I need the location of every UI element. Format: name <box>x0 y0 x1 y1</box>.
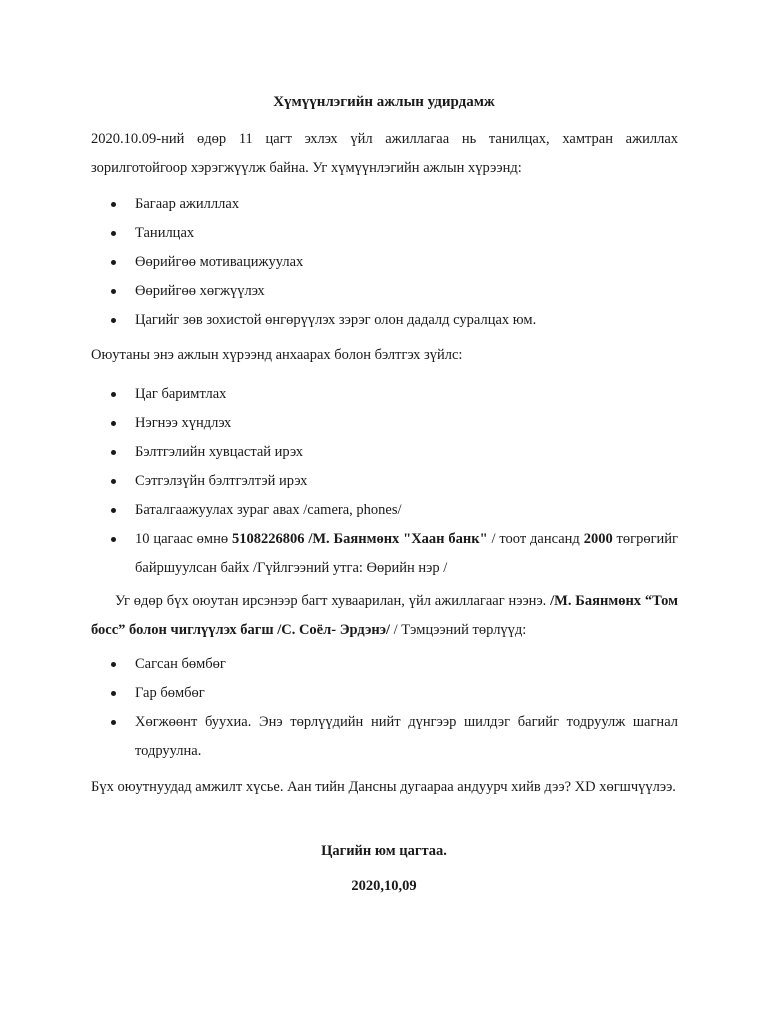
payment-prefix: 10 цагаас өмнө <box>135 531 232 547</box>
goals-list <box>91 190 678 335</box>
list-item: Сэтгэлзүйн бэлтгэлтэй ирэх <box>91 467 678 496</box>
bullet-icon <box>111 231 116 236</box>
motto: Цагийн юм цагтаа. <box>321 843 447 859</box>
bullet-icon <box>111 508 116 513</box>
team-games-label: / Тэмцээний төрлүүд: <box>390 622 527 638</box>
bullet-icon <box>111 662 116 667</box>
bullet-icon <box>111 392 116 397</box>
games-list <box>91 650 678 766</box>
bullet-icon <box>111 289 116 294</box>
list-item: Баталгаажуулах зураг авах /camera, phones/ <box>91 496 678 525</box>
bullet-icon <box>111 537 116 542</box>
bullet-icon <box>111 450 116 455</box>
team-text: Уг өдөр бүх оюутан ирсэнээр багт хуваарилан, үйл ажиллагааг нээнэ. <box>115 593 551 609</box>
list-item: Багаар ажилллах <box>91 190 678 219</box>
list-item: Бэлтгэлийн хувцастай ирэх <box>91 438 678 467</box>
list-item: Нэгнээ хүндлэх <box>91 409 678 438</box>
list-item: Танилцах <box>91 219 678 248</box>
intro-paragraph: 2020.10.09-ний өдөр 11 цагт эхлэх үйл ажиллагаа нь танилцах, хамтран ажиллах зорилготойгоор хэрэгжүүлж байна. Уг хүмүүнлэгийн ажлын хүрээнд: <box>91 131 678 176</box>
notes-heading: Оюутаны энэ ажлын хүрээнд анхаарах болон бэлтгэх зүйлс: <box>91 347 463 363</box>
list-item: Цаг баримтлах <box>91 380 678 409</box>
list-item: Сагсан бөмбөг <box>91 650 678 679</box>
list-item: Хөгжөөнт буухиа. Энэ төрлүүдийн нийт дүнгээр шилдэг багийг тодруулж шагнал тодруулна. <box>91 708 678 766</box>
team-paragraph <box>91 587 678 645</box>
bullet-icon <box>111 421 116 426</box>
document-date: 2020,10,09 <box>351 878 417 894</box>
bullet-icon <box>111 260 116 265</box>
notes-list <box>91 380 678 583</box>
payment-suffix: төгрөгийг байршуулсан байх /Гүйлгээний утга: Өөрийн нэр / <box>135 531 678 576</box>
list-item: Өөрийгөө мотивацижуулах <box>91 248 678 277</box>
list-item: Өөрийгөө хөгжүүлэх <box>91 277 678 306</box>
bullet-icon <box>111 202 116 207</box>
team-leaders: /М. Баянмөнх “Том босс” болон чиглүүлэх багш /С. Соёл- Эрдэнэ/ <box>91 593 679 638</box>
closing-paragraph: Бүх оюутнуудад амжилт хүсье. Аан тийн Дансны дугаараа андуурч хийв дээ? XD хөгшчүүлээ. <box>91 779 676 795</box>
payment-account: 5108226806 /М. Баянмөнх "Хаан банк" <box>231 531 488 547</box>
bullet-icon <box>111 479 116 484</box>
list-item: Гар бөмбөг <box>91 679 678 708</box>
bullet-icon <box>111 318 116 323</box>
list-item-payment <box>91 525 678 583</box>
document-title: Хүмүүнлэгийн ажлын удирдамж <box>273 94 495 110</box>
payment-middle: / тоот дансанд <box>487 531 584 547</box>
list-item: Цагийг зөв зохистой өнгөрүүлэх зэрэг олон дадалд суралцах юм. <box>91 306 678 335</box>
bullet-icon <box>111 720 116 725</box>
payment-amount: 2000 <box>583 531 613 547</box>
bullet-icon <box>111 691 116 696</box>
